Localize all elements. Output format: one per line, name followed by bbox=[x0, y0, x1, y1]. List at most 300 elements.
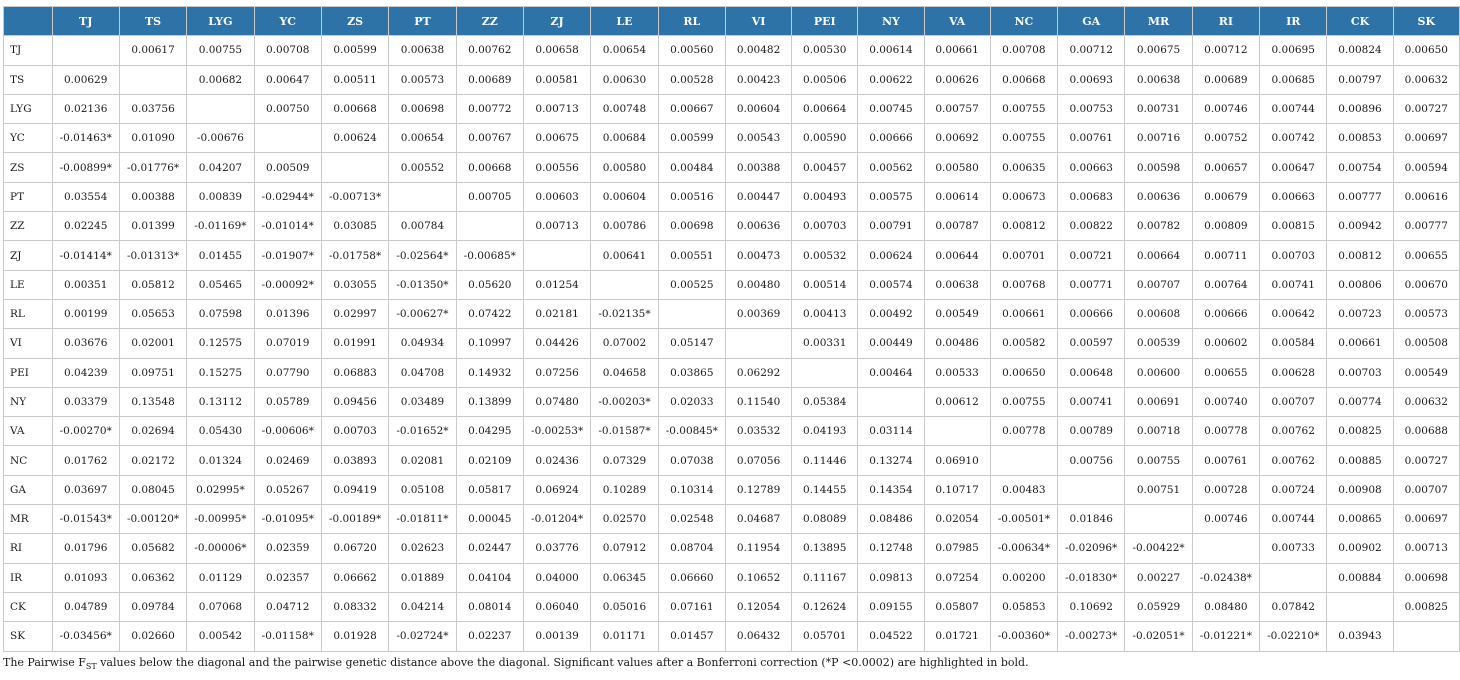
table-cell: 0.02033 bbox=[658, 387, 725, 416]
table-cell: 0.00139 bbox=[523, 622, 590, 651]
table-cell: 0.00809 bbox=[1192, 212, 1259, 241]
table-cell: 0.02181 bbox=[523, 299, 590, 328]
table-cell: 0.01129 bbox=[187, 563, 254, 592]
table-cell: 0.00616 bbox=[1393, 182, 1459, 211]
table-cell: 0.06362 bbox=[119, 563, 186, 592]
table-cell: 0.00650 bbox=[1393, 36, 1459, 65]
row-header-ts: TS bbox=[4, 65, 53, 94]
table-cell: -0.00606* bbox=[254, 417, 321, 446]
table-cell: 0.00777 bbox=[1327, 182, 1393, 211]
table-cell: 0.09456 bbox=[321, 387, 388, 416]
table-cell: 0.05817 bbox=[456, 475, 523, 504]
table-cell: -0.01014* bbox=[254, 212, 321, 241]
table-cell: -0.00006* bbox=[187, 534, 254, 563]
table-cell: 0.00650 bbox=[990, 358, 1057, 387]
table-cell: 0.07912 bbox=[591, 534, 658, 563]
row-header-zz: ZZ bbox=[4, 212, 53, 241]
caption-subscript: ST bbox=[85, 662, 97, 672]
table-cell: 0.00388 bbox=[725, 153, 791, 182]
table-cell: -0.02564* bbox=[389, 241, 456, 270]
table-cell: 0.00457 bbox=[792, 153, 858, 182]
table-cell: 0.00942 bbox=[1327, 212, 1393, 241]
table-cell: 0.00708 bbox=[990, 36, 1057, 65]
row-header-pt: PT bbox=[4, 182, 53, 211]
table-cell: 0.00718 bbox=[1125, 417, 1192, 446]
table-cell: 0.00594 bbox=[1393, 153, 1459, 182]
table-row bbox=[4, 358, 1460, 387]
caption-prefix: The Pairwise F bbox=[3, 656, 86, 669]
table-cell: 0.00744 bbox=[1260, 505, 1327, 534]
table-row bbox=[4, 329, 1460, 358]
table-cell: 0.11954 bbox=[725, 534, 791, 563]
table-cell: 0.00582 bbox=[990, 329, 1057, 358]
table-cell: 0.00764 bbox=[1192, 270, 1259, 299]
table-cell: 0.00771 bbox=[1058, 270, 1125, 299]
table-cell: -0.00092* bbox=[254, 270, 321, 299]
table-cell: 0.05807 bbox=[924, 592, 990, 621]
table-cell: -0.00676 bbox=[187, 124, 254, 153]
table-cell: 0.00648 bbox=[1058, 358, 1125, 387]
table-cell: 0.00727 bbox=[1393, 446, 1459, 475]
table-cell: 0.02548 bbox=[658, 505, 725, 534]
table-cell: 0.02447 bbox=[456, 534, 523, 563]
table-cell bbox=[389, 182, 456, 211]
table-cell bbox=[254, 124, 321, 153]
table-row bbox=[4, 94, 1460, 123]
table-cell: -0.00253* bbox=[523, 417, 590, 446]
table-cell: 0.09155 bbox=[858, 592, 924, 621]
table-cell: 0.05384 bbox=[792, 387, 858, 416]
table-cell: 0.02054 bbox=[924, 505, 990, 534]
table-cell: 0.02109 bbox=[456, 446, 523, 475]
table-cell bbox=[858, 387, 924, 416]
table-cell: 0.00636 bbox=[725, 212, 791, 241]
table-cell: 0.05147 bbox=[658, 329, 725, 358]
table-cell: 0.07038 bbox=[658, 446, 725, 475]
table-cell: 0.04000 bbox=[523, 563, 590, 592]
table-cell: 0.04426 bbox=[523, 329, 590, 358]
table-cell: -0.00685* bbox=[456, 241, 523, 270]
table-cell: 0.00573 bbox=[389, 65, 456, 94]
table-cell: 0.00199 bbox=[52, 299, 119, 328]
table-row bbox=[4, 563, 1460, 592]
table-cell: 0.08480 bbox=[1192, 592, 1259, 621]
table-cell: 0.00884 bbox=[1327, 563, 1393, 592]
table-cell: 0.00666 bbox=[1192, 299, 1259, 328]
table-cell: 0.02469 bbox=[254, 446, 321, 475]
table-cell: 0.02570 bbox=[591, 505, 658, 534]
table-cell: 0.07068 bbox=[187, 592, 254, 621]
table-cell: 0.00654 bbox=[591, 36, 658, 65]
table-cell: 0.00493 bbox=[792, 182, 858, 211]
table-cell bbox=[1393, 622, 1459, 651]
table-cell: 0.00447 bbox=[725, 182, 791, 211]
row-header-sk: SK bbox=[4, 622, 53, 651]
table-body bbox=[4, 36, 1460, 651]
table-cell: 0.00673 bbox=[990, 182, 1057, 211]
table-cell: 0.04789 bbox=[52, 592, 119, 621]
table-cell: 0.00045 bbox=[456, 505, 523, 534]
column-header-sk: SK bbox=[1393, 7, 1459, 36]
table-cell: -0.01830* bbox=[1058, 563, 1125, 592]
table-cell: 0.00724 bbox=[1260, 475, 1327, 504]
table-cell: 0.03055 bbox=[321, 270, 388, 299]
table-cell: -0.02096* bbox=[1058, 534, 1125, 563]
table-cell: 0.00787 bbox=[924, 212, 990, 241]
table-cell: -0.00845* bbox=[658, 417, 725, 446]
table-cell: 0.00713 bbox=[1393, 534, 1459, 563]
table-cell: -0.02438* bbox=[1192, 563, 1259, 592]
table-cell bbox=[725, 329, 791, 358]
table-cell: 0.00723 bbox=[1327, 299, 1393, 328]
table-cell: 0.04214 bbox=[389, 592, 456, 621]
table-cell: 0.00614 bbox=[924, 182, 990, 211]
table-cell: 0.00492 bbox=[858, 299, 924, 328]
column-header-ts: TS bbox=[119, 7, 186, 36]
table-cell: 0.00543 bbox=[725, 124, 791, 153]
table-row bbox=[4, 446, 1460, 475]
row-header-zj: ZJ bbox=[4, 241, 53, 270]
table-cell: -0.00627* bbox=[389, 299, 456, 328]
table-cell: -0.00203* bbox=[591, 387, 658, 416]
table-cell: 0.00683 bbox=[1058, 182, 1125, 211]
table-cell: 0.07480 bbox=[523, 387, 590, 416]
table-cell: 0.00617 bbox=[119, 36, 186, 65]
table-cell: 0.00599 bbox=[321, 36, 388, 65]
table-cell: 0.00812 bbox=[1327, 241, 1393, 270]
table-cell: 0.01721 bbox=[924, 622, 990, 651]
table-cell: 0.00692 bbox=[924, 124, 990, 153]
table-cell: 0.00552 bbox=[389, 153, 456, 182]
table-cell: 0.03756 bbox=[119, 94, 186, 123]
table-cell: 0.00573 bbox=[1393, 299, 1459, 328]
row-header-mr: MR bbox=[4, 505, 53, 534]
table-cell: 0.03676 bbox=[52, 329, 119, 358]
table-cell: 0.00664 bbox=[1125, 241, 1192, 270]
table-cell: 0.00778 bbox=[1192, 417, 1259, 446]
table-cell: 0.00782 bbox=[1125, 212, 1192, 241]
table-cell: 0.00755 bbox=[990, 124, 1057, 153]
table-cell: 0.00697 bbox=[1393, 505, 1459, 534]
table-cell: 0.05812 bbox=[119, 270, 186, 299]
table-cell: 0.00707 bbox=[1125, 270, 1192, 299]
table-cell: 0.01090 bbox=[119, 124, 186, 153]
table-cell: 0.00786 bbox=[591, 212, 658, 241]
table-cell: 0.00784 bbox=[389, 212, 456, 241]
table-row bbox=[4, 299, 1460, 328]
table-row bbox=[4, 153, 1460, 182]
row-header-yc: YC bbox=[4, 124, 53, 153]
table-cell: 0.00668 bbox=[321, 94, 388, 123]
table-row bbox=[4, 65, 1460, 94]
table-cell: -0.01169* bbox=[187, 212, 254, 241]
table-cell: 0.00624 bbox=[321, 124, 388, 153]
column-header-tj: TJ bbox=[52, 7, 119, 36]
table-cell: 0.12575 bbox=[187, 329, 254, 358]
table-cell: 0.00712 bbox=[1058, 36, 1125, 65]
table-cell: 0.00768 bbox=[990, 270, 1057, 299]
table-cell: 0.00707 bbox=[1260, 387, 1327, 416]
table-cell: 0.03697 bbox=[52, 475, 119, 504]
table-cell: 0.00755 bbox=[1125, 446, 1192, 475]
table-cell: 0.08045 bbox=[119, 475, 186, 504]
table-cell: 0.07985 bbox=[924, 534, 990, 563]
table-cell bbox=[1260, 563, 1327, 592]
table-cell: -0.01350* bbox=[389, 270, 456, 299]
table-cell: 0.00754 bbox=[1327, 153, 1393, 182]
table-cell: -0.00360* bbox=[990, 622, 1057, 651]
table-cell: 0.05789 bbox=[254, 387, 321, 416]
table-cell: 0.06292 bbox=[725, 358, 791, 387]
table-cell: -0.02051* bbox=[1125, 622, 1192, 651]
table-row bbox=[4, 505, 1460, 534]
column-header-va: VA bbox=[924, 7, 990, 36]
table-cell bbox=[1058, 475, 1125, 504]
table-cell: 0.00902 bbox=[1327, 534, 1393, 563]
table-cell: -0.02944* bbox=[254, 182, 321, 211]
table-cell: -0.00501* bbox=[990, 505, 1057, 534]
table-cell: 0.00767 bbox=[456, 124, 523, 153]
table-cell: 0.01846 bbox=[1058, 505, 1125, 534]
table-cell: 0.00482 bbox=[725, 36, 791, 65]
table-cell: 0.02237 bbox=[456, 622, 523, 651]
table-cell: 0.00667 bbox=[658, 94, 725, 123]
table-cell: 0.00632 bbox=[1393, 387, 1459, 416]
table-cell: -0.03456* bbox=[52, 622, 119, 651]
table-cell: 0.00575 bbox=[858, 182, 924, 211]
table-cell: 0.00778 bbox=[990, 417, 1057, 446]
table-cell: 0.00740 bbox=[1192, 387, 1259, 416]
table-cell: 0.00599 bbox=[658, 124, 725, 153]
table-cell: 0.01928 bbox=[321, 622, 388, 651]
table-cell: 0.00675 bbox=[523, 124, 590, 153]
table-cell: 0.04239 bbox=[52, 358, 119, 387]
table-cell: -0.01776* bbox=[119, 153, 186, 182]
table-cell: 0.00581 bbox=[523, 65, 590, 94]
table-cell: 0.00508 bbox=[1393, 329, 1459, 358]
table-cell: 0.00731 bbox=[1125, 94, 1192, 123]
table-row bbox=[4, 36, 1460, 65]
caption-text: values below the diagonal and the pairwise genetic distance above the diagonal. Significant values after a Bonferroni correction (*P <0.0002) are highlighted in bold. bbox=[96, 656, 1029, 669]
table-cell: 0.03776 bbox=[523, 534, 590, 563]
table-cell: 0.00750 bbox=[254, 94, 321, 123]
row-header-rl: RL bbox=[4, 299, 53, 328]
table-row bbox=[4, 182, 1460, 211]
row-header-lyg: LYG bbox=[4, 94, 53, 123]
table-cell: 0.03865 bbox=[658, 358, 725, 387]
table-cell: 0.09813 bbox=[858, 563, 924, 592]
table-cell: 0.00908 bbox=[1327, 475, 1393, 504]
table-cell: -0.01414* bbox=[52, 241, 119, 270]
table-cell: 0.12748 bbox=[858, 534, 924, 563]
table-cell: 0.04104 bbox=[456, 563, 523, 592]
table-cell: 0.06910 bbox=[924, 446, 990, 475]
table-cell: 0.04658 bbox=[591, 358, 658, 387]
table-cell: -0.01587* bbox=[591, 417, 658, 446]
table-cell: 0.00632 bbox=[1393, 65, 1459, 94]
table-cell: -0.00120* bbox=[119, 505, 186, 534]
table-cell bbox=[456, 212, 523, 241]
table-cell: 0.14455 bbox=[792, 475, 858, 504]
table-cell: 0.14354 bbox=[858, 475, 924, 504]
table-cell: 0.10692 bbox=[1058, 592, 1125, 621]
table-cell: 0.00486 bbox=[924, 329, 990, 358]
table-cell: 0.02357 bbox=[254, 563, 321, 592]
row-header-ga: GA bbox=[4, 475, 53, 504]
table-cell: 0.02660 bbox=[119, 622, 186, 651]
table-cell: 0.08014 bbox=[456, 592, 523, 621]
row-header-tj: TJ bbox=[4, 36, 53, 65]
table-cell: 0.00530 bbox=[792, 36, 858, 65]
table-cell: 0.00703 bbox=[1327, 358, 1393, 387]
table-cell: 0.06662 bbox=[321, 563, 388, 592]
table-cell: 0.01455 bbox=[187, 241, 254, 270]
table-cell: 0.02359 bbox=[254, 534, 321, 563]
table-cell: 0.00701 bbox=[990, 241, 1057, 270]
table-cell: 0.00532 bbox=[792, 241, 858, 270]
table-cell: -0.00899* bbox=[52, 153, 119, 182]
table-cell: 0.00728 bbox=[1192, 475, 1259, 504]
table-cell: 0.00614 bbox=[858, 36, 924, 65]
table-cell: 0.00679 bbox=[1192, 182, 1259, 211]
table-cell bbox=[658, 299, 725, 328]
table-cell bbox=[1125, 505, 1192, 534]
table-caption bbox=[3, 656, 1457, 671]
table-cell: 0.00684 bbox=[591, 124, 658, 153]
table-cell: -0.01204* bbox=[523, 505, 590, 534]
table-cell: 0.01171 bbox=[591, 622, 658, 651]
table-cell: 0.00539 bbox=[1125, 329, 1192, 358]
table-cell: 0.09784 bbox=[119, 592, 186, 621]
table-row bbox=[4, 212, 1460, 241]
table-cell: 0.08332 bbox=[321, 592, 388, 621]
table-cell: 0.02694 bbox=[119, 417, 186, 446]
table-cell bbox=[119, 65, 186, 94]
table-cell: 0.06040 bbox=[523, 592, 590, 621]
column-header-ny: NY bbox=[858, 7, 924, 36]
table-cell: 0.00580 bbox=[591, 153, 658, 182]
table-cell: 0.02997 bbox=[321, 299, 388, 328]
table-cell: 0.00707 bbox=[1393, 475, 1459, 504]
table-cell: 0.00597 bbox=[1058, 329, 1125, 358]
table-cell: 0.00762 bbox=[1260, 417, 1327, 446]
table-cell: 0.05701 bbox=[792, 622, 858, 651]
table-row bbox=[4, 417, 1460, 446]
table-row bbox=[4, 534, 1460, 563]
table-cell: 0.00753 bbox=[1058, 94, 1125, 123]
table-cell bbox=[52, 36, 119, 65]
table-cell: 0.00713 bbox=[523, 212, 590, 241]
table-cell: 0.00713 bbox=[523, 94, 590, 123]
table-cell: 0.00647 bbox=[254, 65, 321, 94]
table-cell: 0.00511 bbox=[321, 65, 388, 94]
table-cell: 0.00806 bbox=[1327, 270, 1393, 299]
table-cell: 0.00853 bbox=[1327, 124, 1393, 153]
row-header-va: VA bbox=[4, 417, 53, 446]
table-cell: 0.00331 bbox=[792, 329, 858, 358]
table-cell: 0.00622 bbox=[858, 65, 924, 94]
table-cell: 0.01796 bbox=[52, 534, 119, 563]
table-cell: 0.07598 bbox=[187, 299, 254, 328]
table-cell: 0.00598 bbox=[1125, 153, 1192, 182]
table-cell: 0.00612 bbox=[924, 387, 990, 416]
table-cell: -0.01758* bbox=[321, 241, 388, 270]
table-cell: 0.00745 bbox=[858, 94, 924, 123]
column-header-le: LE bbox=[591, 7, 658, 36]
table-cell: 0.05108 bbox=[389, 475, 456, 504]
table-cell: 0.01399 bbox=[119, 212, 186, 241]
table-cell: 0.00630 bbox=[591, 65, 658, 94]
table-cell: 0.00658 bbox=[523, 36, 590, 65]
table-cell: 0.00449 bbox=[858, 329, 924, 358]
table-cell: 0.00695 bbox=[1260, 36, 1327, 65]
table-cell: 0.13899 bbox=[456, 387, 523, 416]
table-cell: -0.00634* bbox=[990, 534, 1057, 563]
table-cell: 0.00789 bbox=[1058, 417, 1125, 446]
table-cell: 0.08704 bbox=[658, 534, 725, 563]
table-cell: 0.05853 bbox=[990, 592, 1057, 621]
table-cell: 0.00668 bbox=[456, 153, 523, 182]
table-cell: 0.00369 bbox=[725, 299, 791, 328]
table-cell: 0.00757 bbox=[924, 94, 990, 123]
table-cell: 0.03532 bbox=[725, 417, 791, 446]
table-cell: 0.06720 bbox=[321, 534, 388, 563]
table-cell: 0.13274 bbox=[858, 446, 924, 475]
table-cell: 0.00755 bbox=[990, 94, 1057, 123]
table-cell: 0.04522 bbox=[858, 622, 924, 651]
table-cell: 0.00703 bbox=[792, 212, 858, 241]
table-cell: 0.00689 bbox=[1192, 65, 1259, 94]
table-cell: 0.05430 bbox=[187, 417, 254, 446]
table-cell: 0.07790 bbox=[254, 358, 321, 387]
table-cell: 0.00661 bbox=[990, 299, 1057, 328]
table-cell: 0.04193 bbox=[792, 417, 858, 446]
table-cell: 0.00628 bbox=[1260, 358, 1327, 387]
table-cell: -0.00422* bbox=[1125, 534, 1192, 563]
table-cell: 0.00600 bbox=[1125, 358, 1192, 387]
table-cell: 0.00556 bbox=[523, 153, 590, 182]
table-cell: 0.00697 bbox=[1393, 124, 1459, 153]
table-cell: 0.00761 bbox=[1192, 446, 1259, 475]
table-cell: 0.06883 bbox=[321, 358, 388, 387]
table-cell: 0.00825 bbox=[1393, 592, 1459, 621]
column-header-ck: CK bbox=[1327, 7, 1393, 36]
table-cell: 0.01889 bbox=[389, 563, 456, 592]
table-cell: 0.06660 bbox=[658, 563, 725, 592]
table-cell: -0.01221* bbox=[1192, 622, 1259, 651]
table-cell: 0.00480 bbox=[725, 270, 791, 299]
table-row bbox=[4, 241, 1460, 270]
table-cell: -0.01463* bbox=[52, 124, 119, 153]
table-cell: 0.02995* bbox=[187, 475, 254, 504]
table-cell: -0.01907* bbox=[254, 241, 321, 270]
table-cell: 0.00675 bbox=[1125, 36, 1192, 65]
table-cell: 0.00638 bbox=[1125, 65, 1192, 94]
table-cell: 0.07019 bbox=[254, 329, 321, 358]
table-cell: 0.05620 bbox=[456, 270, 523, 299]
table-cell: 0.00654 bbox=[389, 124, 456, 153]
table-cell: 0.00626 bbox=[924, 65, 990, 94]
table-cell: 0.00824 bbox=[1327, 36, 1393, 65]
table-cell: 0.00464 bbox=[858, 358, 924, 387]
table-cell bbox=[1327, 592, 1393, 621]
table-cell: 0.00641 bbox=[591, 241, 658, 270]
table-cell: 0.04708 bbox=[389, 358, 456, 387]
table-cell: 0.00822 bbox=[1058, 212, 1125, 241]
table-cell: 0.05929 bbox=[1125, 592, 1192, 621]
table-cell: -0.01652* bbox=[389, 417, 456, 446]
table-cell: 0.00703 bbox=[1260, 241, 1327, 270]
